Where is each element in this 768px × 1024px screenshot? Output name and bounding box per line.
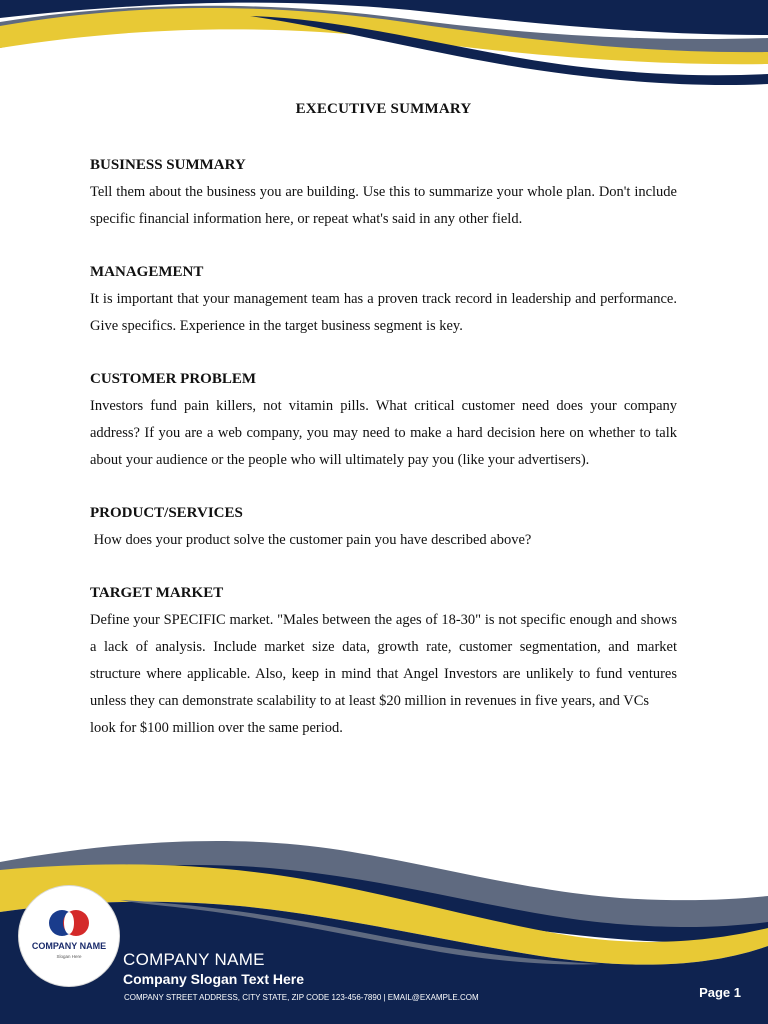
page-number: Page 1 <box>699 985 741 1000</box>
section-text: Investors fund pain killers, not vitamin pills. What critical customer need does your company address? If you are a web company, you may need to make a hard decision here on whether to talk about your audience or the people who will ultimately pay you (like your advertisers). <box>90 398 677 468</box>
section-customer-problem <box>90 366 677 474</box>
document-title: EXECUTIVE SUMMARY <box>295 101 472 117</box>
footer-company-name: COMPANY NAME <box>123 950 265 969</box>
section-business-summary <box>90 152 677 233</box>
section-text-continuation: look for $100 million over the same period. <box>90 720 343 736</box>
section-heading: BUSINESS SUMMARY <box>90 157 246 173</box>
logo-company-name: COMPANY NAME <box>31 941 107 951</box>
footer-company-slogan: Company Slogan Text Here <box>123 971 305 987</box>
section-heading: CUSTOMER PROBLEM <box>90 371 256 387</box>
section-text: How does your product solve the customer pain you have described above? <box>90 532 532 548</box>
section-heading: TARGET MARKET <box>90 585 224 601</box>
company-logo <box>19 886 119 986</box>
section-heading: MANAGEMENT <box>90 264 204 280</box>
section-management <box>90 259 677 340</box>
document-body <box>90 96 677 768</box>
logo-slogan: Slogan Here <box>56 954 82 959</box>
two-overlapping-circles-logo-icon <box>47 908 91 938</box>
section-target-market <box>90 580 677 742</box>
section-heading: PRODUCT/SERVICES <box>90 505 243 521</box>
header-wave-decoration <box>0 0 768 100</box>
section-text: It is important that your management team has a proven track record in leadership and performance. Give specifics. Experience in the target business segment is key. <box>90 291 677 334</box>
section-text: Define your SPECIFIC market. "Males between the ages of 18-30" is not specific enough and shows a lack of analysis. Include market size data, growth rate, customer segmentation, and market structure where applicable. Also, keep in mind that Angel Investors are unlikely to fund ventures unless they can demonstrate scalability to at least $20 million in revenues in five years, and VCs <box>90 612 677 709</box>
footer-contact-address: COMPANY STREET ADDRESS, CITY STATE, ZIP CODE 123-456-7890 | EMAIL@EXAMPLE.COM <box>124 993 479 1002</box>
section-product-services <box>90 500 677 554</box>
section-text: Tell them about the business you are building. Use this to summarize your whole plan. Don't include specific financial information here, or repeat what's said in any other field. <box>90 184 677 227</box>
